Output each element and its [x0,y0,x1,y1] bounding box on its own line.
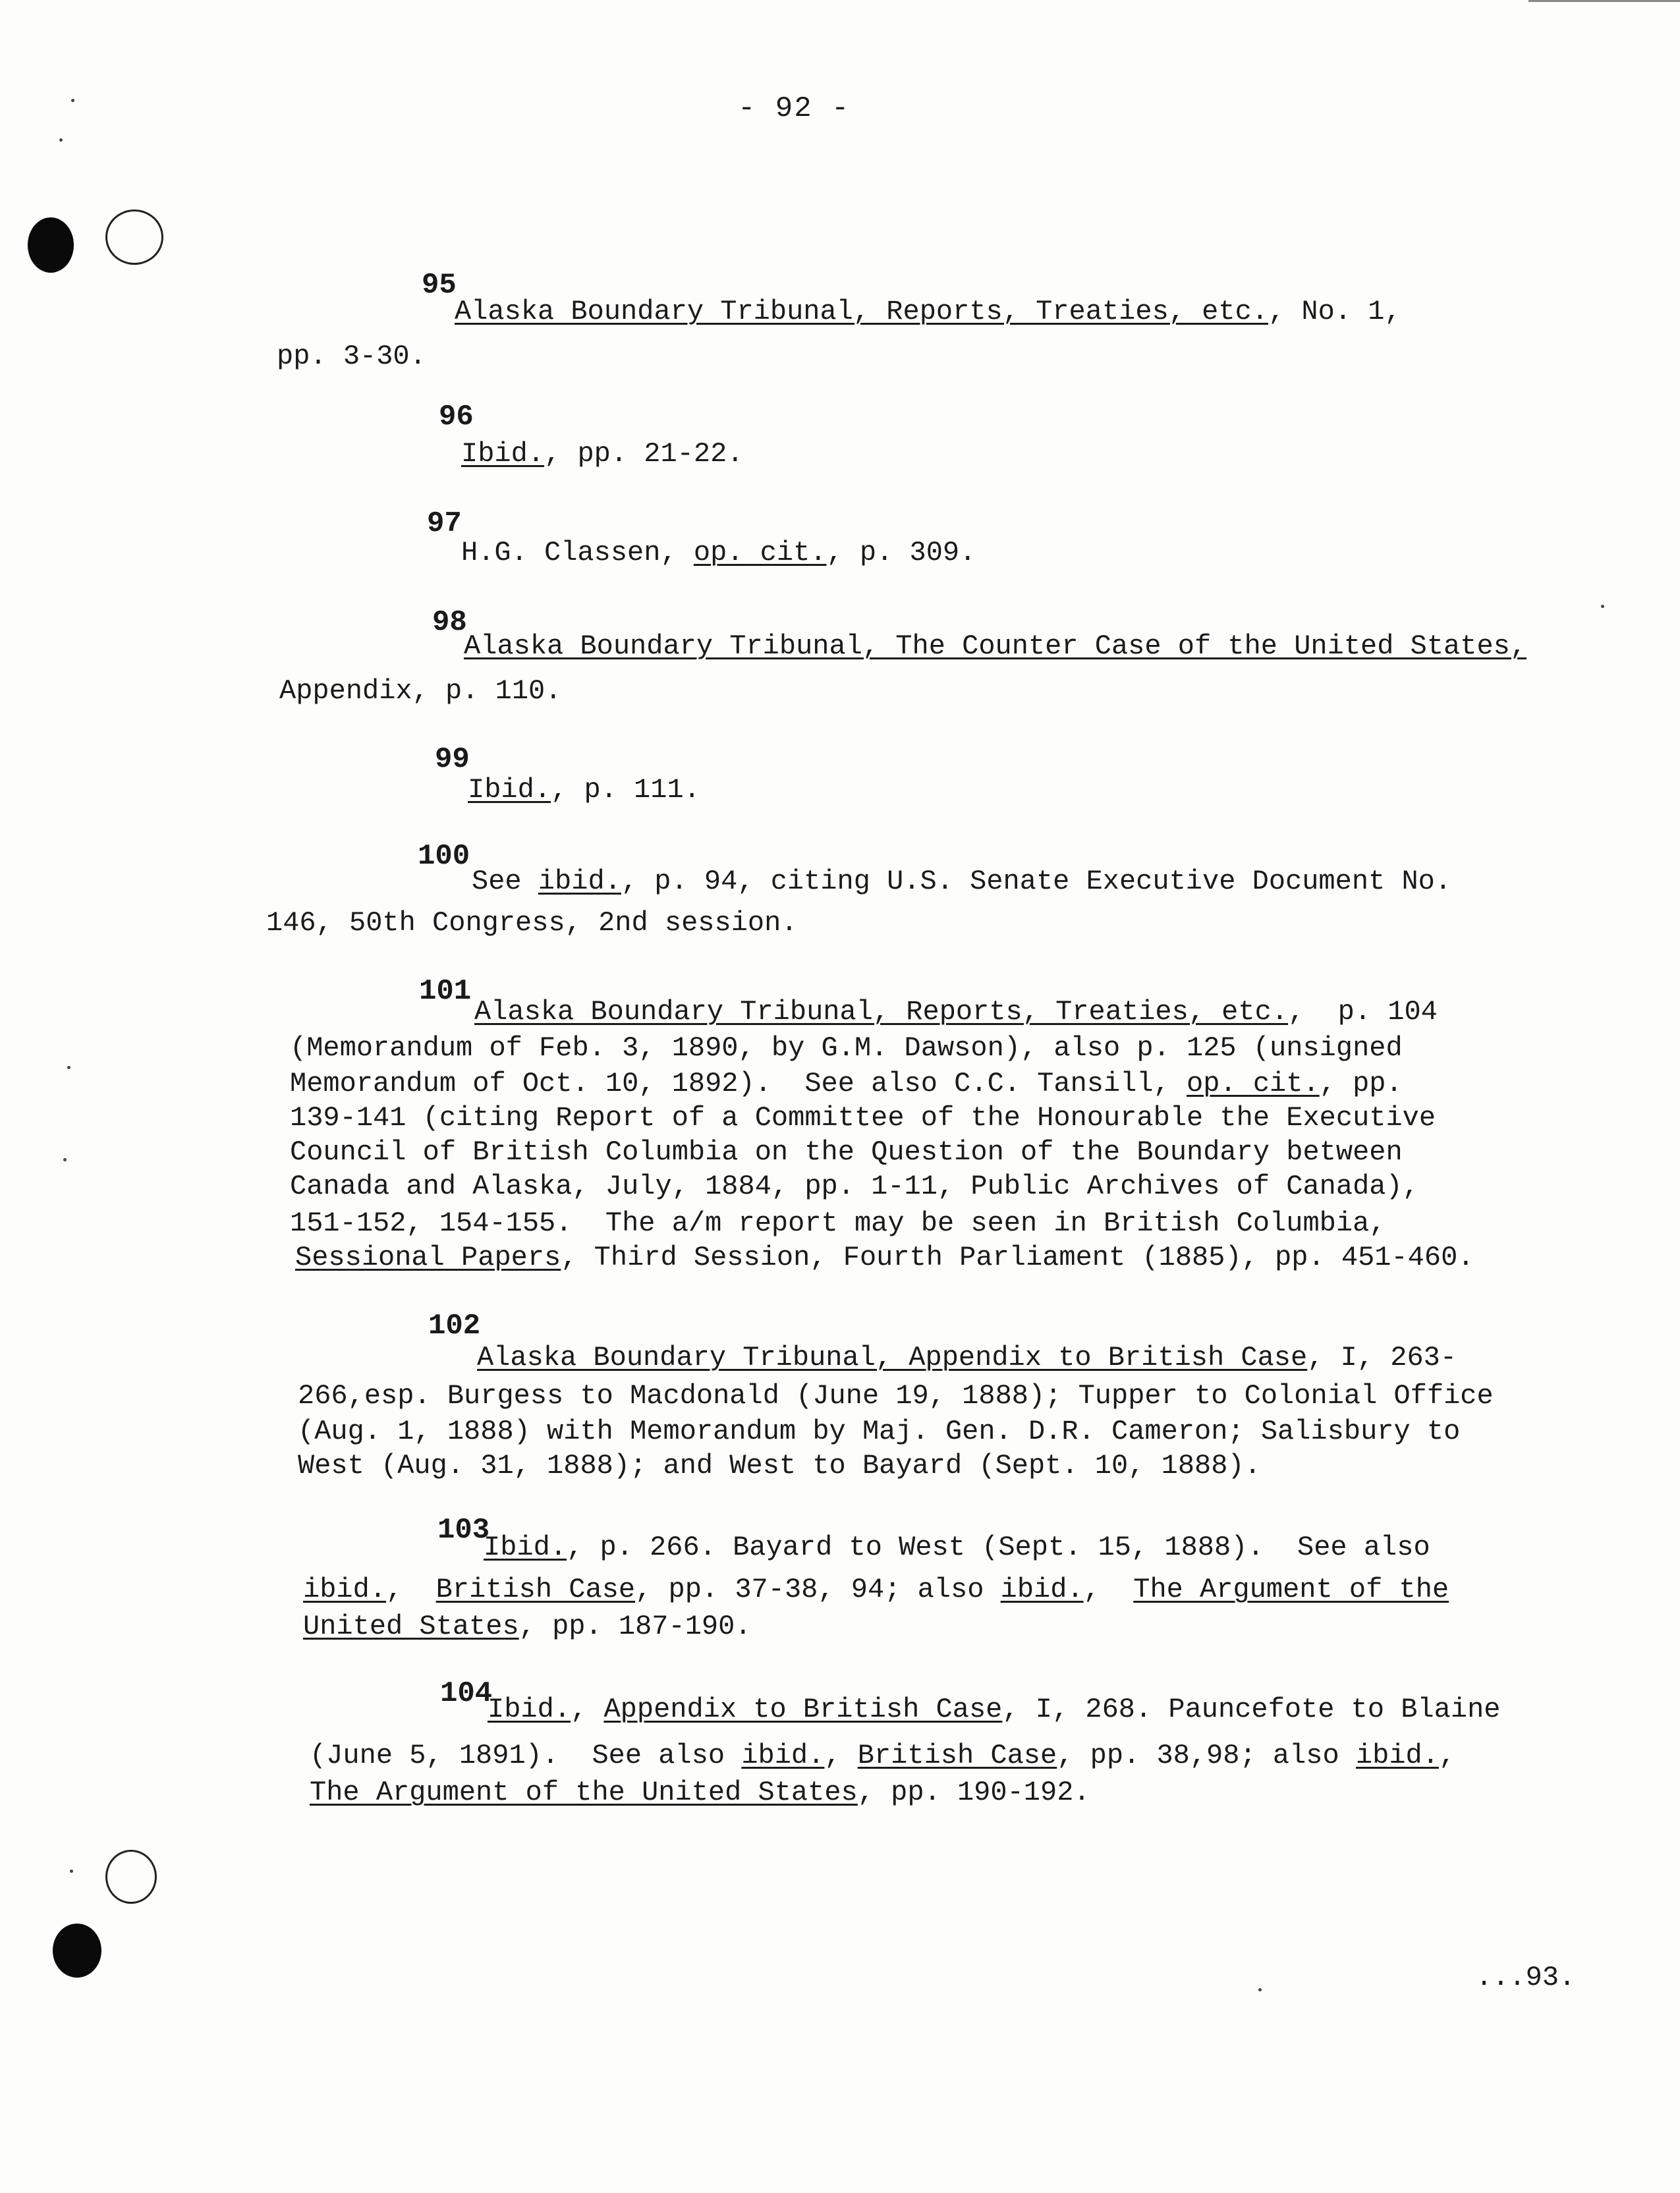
footnote-text-line [290,1173,1419,1200]
binder-hole-filled [28,217,74,273]
underlined-citation: Alaska Boundary Tribunal, Reports, Treaties, etc. [455,296,1269,327]
footnote-text-line [488,1696,1500,1723]
citation-text: , [386,1574,436,1605]
footnote-number: 101 [419,975,472,1008]
underlined-citation: Ibid. [468,774,551,806]
underlined-citation: ibid. [303,1574,387,1605]
page-number: - 92 - [738,92,851,125]
scan-speck [67,1066,70,1069]
citation-text: (June 5, 1891). See also [310,1740,742,1771]
citation-text: , [1438,1740,1456,1771]
footnote-number: 96 [439,401,474,433]
footnote-text-line [468,776,700,804]
footnote-text-line [290,1034,1403,1062]
binder-hole-filled [53,1924,101,1978]
footnote-text-line [290,1104,1436,1132]
footnote-text-line [461,539,976,567]
scan-speck [1601,605,1604,608]
binder-hole-ring [105,1850,157,1904]
citation-text: pp. 3-30. [277,341,426,372]
footnote-text-line [266,909,798,937]
footnote-text-line [298,1452,1261,1480]
underlined-citation: British Case [435,1574,636,1605]
footnote-text-line [290,1138,1403,1166]
footnote-number: 100 [418,840,470,873]
footnote-text-line [279,677,561,705]
citation-text: , Third Session, Fourth Parliament (1885), pp. 451-460. [561,1242,1474,1273]
underlined-citation: ibid. [538,866,621,897]
footnote-number: 104 [440,1677,493,1710]
underlined-citation: Sessional Papers [295,1242,561,1273]
citation-text: (Memorandum of Feb. 3, 1890, by G.M. Dawson), also p. 125 (unsigned [290,1032,1403,1064]
footnote-number: 95 [422,269,457,302]
citation-text: , pp. 21-22. [544,438,744,470]
citation-text: 146, 50th Congress, 2nd session. [266,907,798,939]
underlined-citation: The Argument of the [1133,1574,1449,1605]
underlined-citation: Ibid. [488,1694,571,1725]
citation-text: , pp. 38,98; also [1057,1740,1356,1771]
citation-text: , p. 94, citing U.S. Senate Executive Document No. [621,866,1452,897]
citation-text: H.G. Classen, [461,537,694,569]
scan-speck [63,1158,67,1161]
citation-text: Memorandum of Oct. 10, 1892). See also C.C. Tansill, [290,1068,1187,1099]
citation-text: , p. 266. Bayard to West (Sept. 15, 1888). See also [567,1532,1430,1563]
citation-text: See [472,866,538,897]
footnote-text-line [298,1382,1494,1410]
citation-text: , pp. [1319,1068,1403,1099]
footnote-text-line [484,1534,1430,1561]
underlined-citation: Alaska Boundary Tribunal, The Counter Case of the United States, [464,630,1527,662]
continuation-marker: ...93. [1476,1962,1576,1993]
citation-text: West (Aug. 31, 1888); and West to Bayard (Sept. 10, 1888). [298,1450,1261,1482]
underlined-citation: op. cit. [693,537,827,569]
citation-text: 139-141 (citing Report of a Committee of the Honourable the Executive [290,1102,1436,1134]
underlined-citation: op. cit. [1187,1068,1320,1099]
citation-text: (Aug. 1, 1888) with Memorandum by Maj. Gen. D.R. Cameron; Salisbury to [298,1416,1461,1447]
footnote-number: 103 [437,1514,490,1547]
citation-text: , pp. 187-190. [518,1611,752,1642]
scan-speck [71,99,74,102]
scan-speck [1258,1988,1262,1991]
citation-text: , pp. 37-38, 94; also [635,1574,1001,1605]
footnote-number: 97 [427,507,462,540]
citation-text: , [1083,1574,1134,1605]
citation-text: Council of British Columbia on the Question of the Boundary between [290,1136,1403,1168]
citation-text: , No. 1, [1268,296,1401,327]
citation-text: , pp. 190-192. [857,1777,1090,1808]
underlined-citation: United States [303,1611,519,1642]
citation-text: , p. 309. [826,537,976,569]
underlined-citation: ibid. [1355,1740,1439,1771]
footnote-text-line [461,440,743,468]
citation-text: 266,esp. Burgess to Macdonald (June 19, 1888); Tupper to Colonial Office [298,1380,1494,1412]
footnote-text-line [277,343,426,370]
footnote-text-line [298,1418,1460,1445]
underlined-citation: Alaska Boundary Tribunal, Appendix to British Case [477,1342,1308,1374]
scan-speck [70,1870,73,1873]
citation-text: Appendix, p. 110. [279,675,562,707]
footnote-number: 98 [432,606,467,639]
footnote-number: 99 [435,743,470,776]
scan-speck [59,138,63,142]
footnote-text-line [477,1344,1457,1372]
footnote-text-line [472,868,1451,895]
underlined-citation: Ibid. [484,1532,567,1563]
citation-text: , [824,1740,858,1771]
citation-text: , [571,1694,604,1725]
footnote-text-line [290,1209,1386,1237]
footnote-text-line [290,1070,1403,1097]
footnote-text-line [310,1779,1090,1806]
underlined-citation: Alaska Boundary Tribunal, Reports, Treaties, etc. [474,996,1289,1028]
footnote-text-line [464,632,1526,660]
underlined-citation: The Argument of the United States [310,1777,858,1808]
citation-text: , I, 263- [1307,1342,1457,1374]
citation-text: , p. 111. [551,774,700,806]
footnote-text-line [303,1613,752,1640]
citation-text: 151-152, 154-155. The a/m report may be seen in British Columbia, [290,1208,1386,1239]
footnote-text-line [474,998,1438,1026]
footnote-text-line [310,1742,1455,1769]
citation-text: Canada and Alaska, July, 1884, pp. 1-11, Public Archives of Canada), [290,1171,1419,1202]
footnote-number: 102 [428,1310,481,1343]
underlined-citation: British Case [857,1740,1057,1771]
citation-text: , p. 104 [1288,996,1438,1028]
underlined-citation: Ibid. [461,438,545,470]
underlined-citation: ibid. [741,1740,825,1771]
binder-hole-ring [105,209,163,265]
footnote-text-line [295,1244,1474,1271]
underlined-citation: Appendix to British Case [603,1694,1003,1725]
scan-edge-mark [1528,0,1680,2]
footnote-text-line [303,1576,1449,1603]
citation-text: , I, 268. Pauncefote to Blaine [1002,1694,1501,1725]
underlined-citation: ibid. [1000,1574,1084,1605]
footnote-text-line [455,298,1401,325]
